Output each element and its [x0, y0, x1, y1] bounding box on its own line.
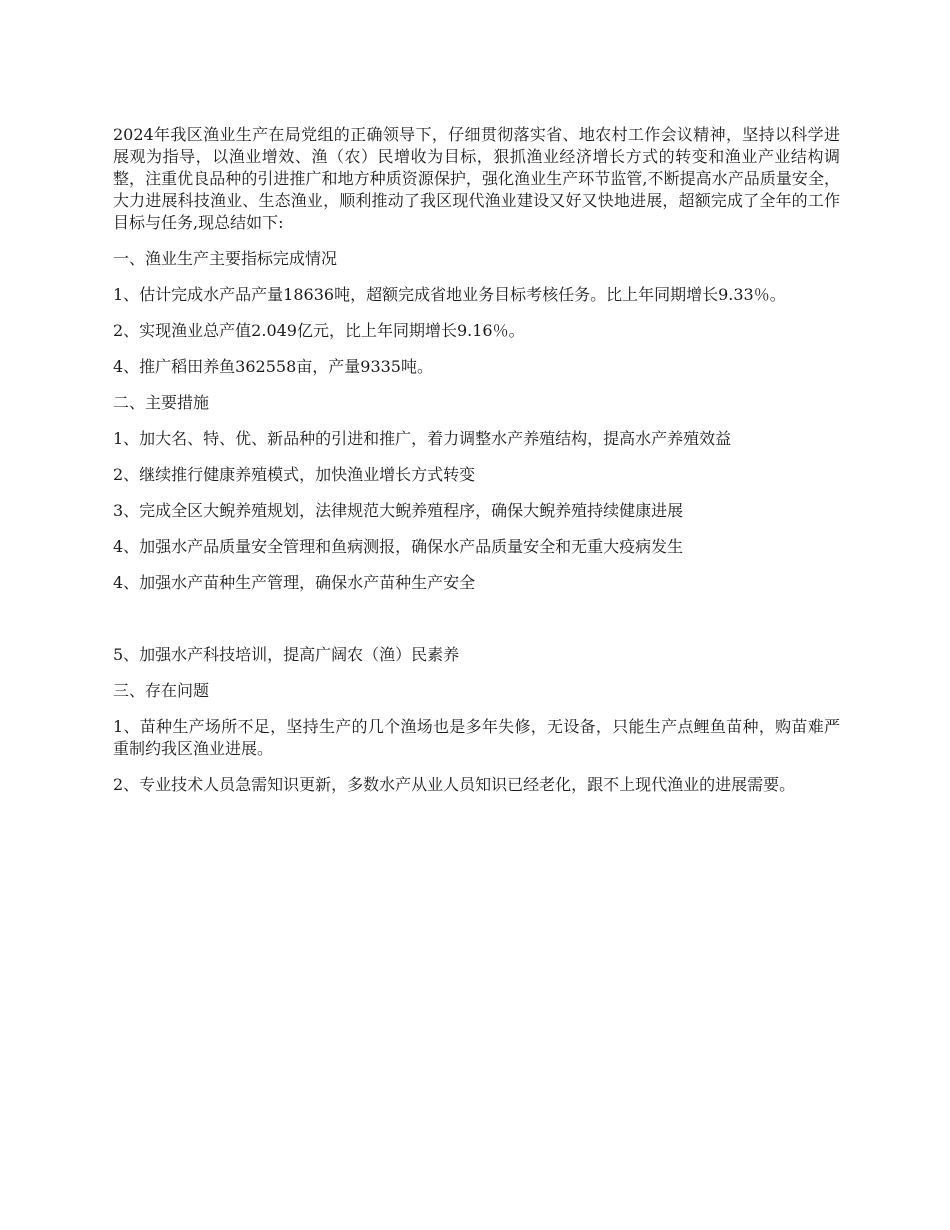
measure-item: 2、继续推行健康养殖模式，加快渔业增长方式转变 [113, 465, 476, 484]
measure-item: 5、加强水产科技培训，提高广阔农（渔）民素养 [113, 645, 460, 664]
problem-item: 1、苗种生产场所不足，坚持生产的几个渔场也是多年失修，无设备，只能生产点鲤鱼苗种，购苗难严重制约我区渔业进展。 [113, 717, 840, 758]
blank-gap [113, 608, 840, 644]
measure-item: 3、完成全区大鲵养殖规划，法律规范大鲵养殖程序，确保大鲵养殖持续健康进展 [113, 501, 684, 520]
problem-item: 2、专业技术人员急需知识更新，多数水产从业人员知识已经老化，跟不上现代渔业的进展需要。 [113, 775, 796, 794]
measure-item: 4、加强水产苗种生产管理，确保水产苗种生产安全 [113, 573, 476, 592]
document-page [113, 124, 840, 810]
measure-item: 1、加大名、特、优、新品种的引进和推广，着力调整水产养殖结构，提高水产养殖效益 [113, 429, 732, 448]
indicator-item-output: 1、估计完成水产品产量18636吨，超额完成省地业务目标考核任务。比上年同期增长9.33％。 [113, 285, 786, 304]
section-heading-measures: 二、主要措施 [113, 393, 210, 412]
section-heading-indicators: 一、渔业生产主要指标完成情况 [113, 249, 338, 268]
section-heading-problems: 三、存在问题 [113, 681, 210, 700]
intro-paragraph: 2024年我区渔业生产在局党组的正确领导下，仔细贯彻落实省、地农村工作会议精神，坚持以科学进展观为指导，以渔业增效、渔（农）民增收为目标，狠抓渔业经济增长方式的转变和渔业产业结构调整，注重优良品种的引进推广和地方种质资源保护，强化渔业生产环节监管,不断提高水产品质量安全，大力进展科技渔业、生态渔业，顺利推动了我区现代渔业建设又好又快地进展，超额完成了全年的工作目标与任务,现总结如下: [113, 125, 840, 232]
indicator-item-rice-fish: 4、推广稻田养鱼362558亩，产量9335吨。 [113, 357, 433, 376]
measure-item: 4、加强水产品质量安全管理和鱼病测报，确保水产品质量安全和无重大疫病发生 [113, 537, 684, 556]
indicator-item-value: 2、实现渔业总产值2.049亿元，比上年同期增长9.16％。 [113, 321, 525, 340]
